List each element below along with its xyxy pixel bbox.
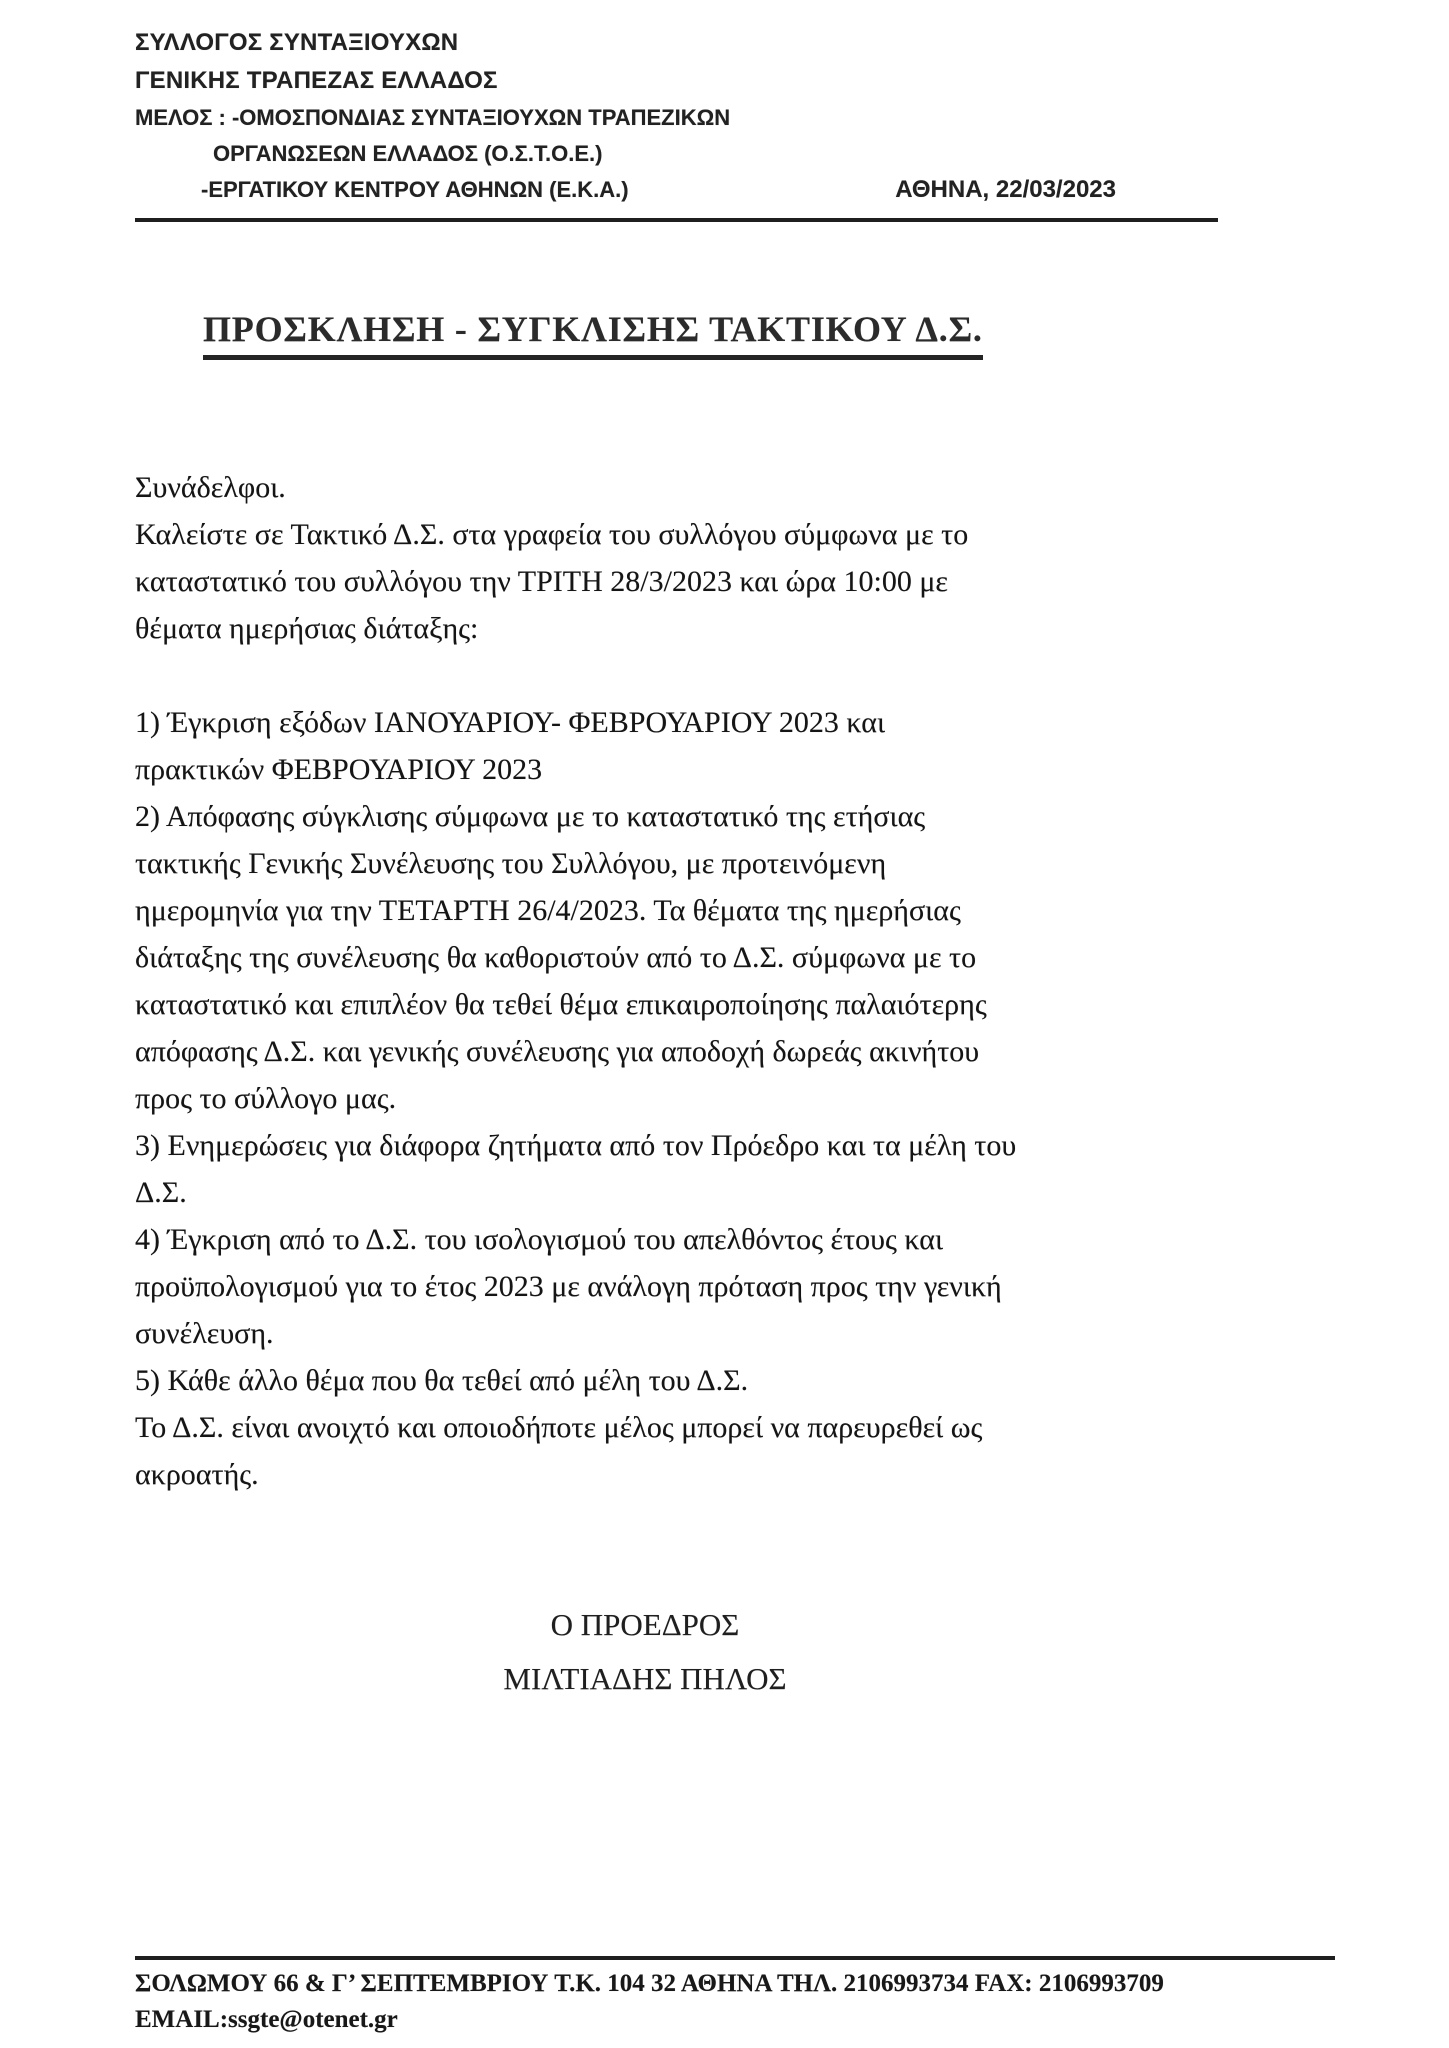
- member-of-line-3: -ΕΡΓΑΤΙΚΟΥ ΚΕΝΤΡΟΥ ΑΘΗΝΩΝ (Ε.Κ.Α.): [201, 177, 629, 202]
- org-name-line-1: ΣΥΛΛΟΓΟΣ ΣΥΝΤΑΞΙΟΥΧΩΝ: [135, 29, 459, 56]
- body-line: καταστατικό του συλλόγου την ΤΡΙΤΗ 28/3/2023 και ώρα 10:00 με: [135, 565, 949, 598]
- letter-title: ΠΡΟΣΚΛΗΣΗ - ΣΥΓΚΛΙΣΗΣ ΤΑΚΤΙΚΟΥ Δ.Σ.: [203, 308, 983, 360]
- letter-content: [135, 24, 1218, 1706]
- body-line: καταστατικό και επιπλέον θα τεθεί θέμα επικαιροποίησης παλαιότερης: [135, 988, 987, 1021]
- body-line: [135, 652, 1175, 699]
- body-line: 4) Έγκριση από το Δ.Σ. του ισολογισμού του απελθόντος έτους και: [135, 1223, 944, 1256]
- letter-city-date: ΑΘΗΝΑ, 22/03/2023: [895, 176, 1116, 203]
- body-line: Καλείστε σε Τακτικό Δ.Σ. στα γραφεία του συλλόγου σύμφωνα με το: [135, 518, 969, 551]
- member-of-line-1: ΜΕΛΟΣ : -ΟΜΟΣΠΟΝΔΙΑΣ ΣΥΝΤΑΞΙΟΥΧΩΝ ΤΡΑΠΕΖΙΚΩΝ: [135, 105, 731, 130]
- body-line: προς το σύλλογο μας.: [135, 1082, 397, 1115]
- letter-body: [135, 464, 1175, 1498]
- body-line: θέματα ημερήσιας διάταξης:: [135, 612, 479, 645]
- signature-role: Ο ΠΡΟΕΔΡΟΣ: [550, 1607, 740, 1642]
- body-line: απόφασης Δ.Σ. και γενικής συνέλευσης για αποδοχή δωρεάς ακινήτου: [135, 1035, 980, 1068]
- letter-footer: [135, 1946, 1335, 2038]
- footer-divider-rule: [135, 1956, 1335, 1960]
- signature-block: [135, 1598, 1155, 1706]
- body-line: 2) Απόφασης σύγκλισης σύμφωνα με το καταστατικό της ετήσιας: [135, 800, 926, 833]
- body-line: προϋπολογισμού για το έτος 2023 με ανάλογη πρόταση προς την γενική: [135, 1270, 1002, 1303]
- body-line: Συνάδελφοι.: [135, 471, 286, 504]
- letterhead-divider-rule: [135, 218, 1218, 222]
- org-name-line-2: ΓΕΝΙΚΗΣ ΤΡΑΠΕΖΑΣ ΕΛΛΑΔΟΣ: [135, 67, 498, 94]
- body-line: διάταξης της συνέλευσης θα καθοριστούν από το Δ.Σ. σύμφωνα με το: [135, 941, 977, 974]
- body-line: Το Δ.Σ. είναι ανοιχτό και οποιοδήποτε μέλος μπορεί να παρευρεθεί ως: [135, 1411, 983, 1444]
- body-line: 3) Ενημερώσεις για διάφορα ζητήματα από τον Πρόεδρο και τα μέλη του: [135, 1129, 1017, 1162]
- signature-name: ΜΙΛΤΙΑΔΗΣ ΠΗΛΟΣ: [503, 1661, 787, 1696]
- letterhead: [135, 24, 1218, 222]
- body-line: πρακτικών ΦΕΒΡΟΥΑΡΙΟΥ 2023: [135, 753, 543, 786]
- footer-email-line: EMAIL:ssgte@otenet.gr: [135, 2006, 398, 2033]
- footer-address-line: ΣΟΛΩΜΟΥ 66 & Γ’ ΣΕΠΤΕΜΒΡΙΟΥ Τ.Κ. 104 32 ΑΘΗΝΑ ΤΗΛ. 2106993734 FAX: 2106993709: [135, 1970, 1164, 1997]
- body-line: 5) Κάθε άλλο θέμα που θα τεθεί από μέλη του Δ.Σ.: [135, 1364, 749, 1397]
- body-line: 1) Έγκριση εξόδων ΙΑΝΟΥΑΡΙΟΥ- ΦΕΒΡΟΥΑΡΙΟΥ 2023 και: [135, 706, 886, 739]
- member-of-line-2: ΟΡΓΑΝΩΣΕΩΝ ΕΛΛΑΔΟΣ (Ο.Σ.Τ.Ο.Ε.): [213, 141, 603, 166]
- body-line: ακροατής.: [135, 1458, 259, 1491]
- body-line: συνέλευση.: [135, 1317, 274, 1350]
- body-line: τακτικής Γενικής Συνέλευσης του Συλλόγου, με προτεινόμενη: [135, 847, 887, 880]
- body-line: Δ.Σ.: [135, 1176, 187, 1209]
- body-line: ημερομηνία για την ΤΕΤΑΡΤΗ 26/4/2023. Τα θέματα της ημερήσιας: [135, 894, 961, 927]
